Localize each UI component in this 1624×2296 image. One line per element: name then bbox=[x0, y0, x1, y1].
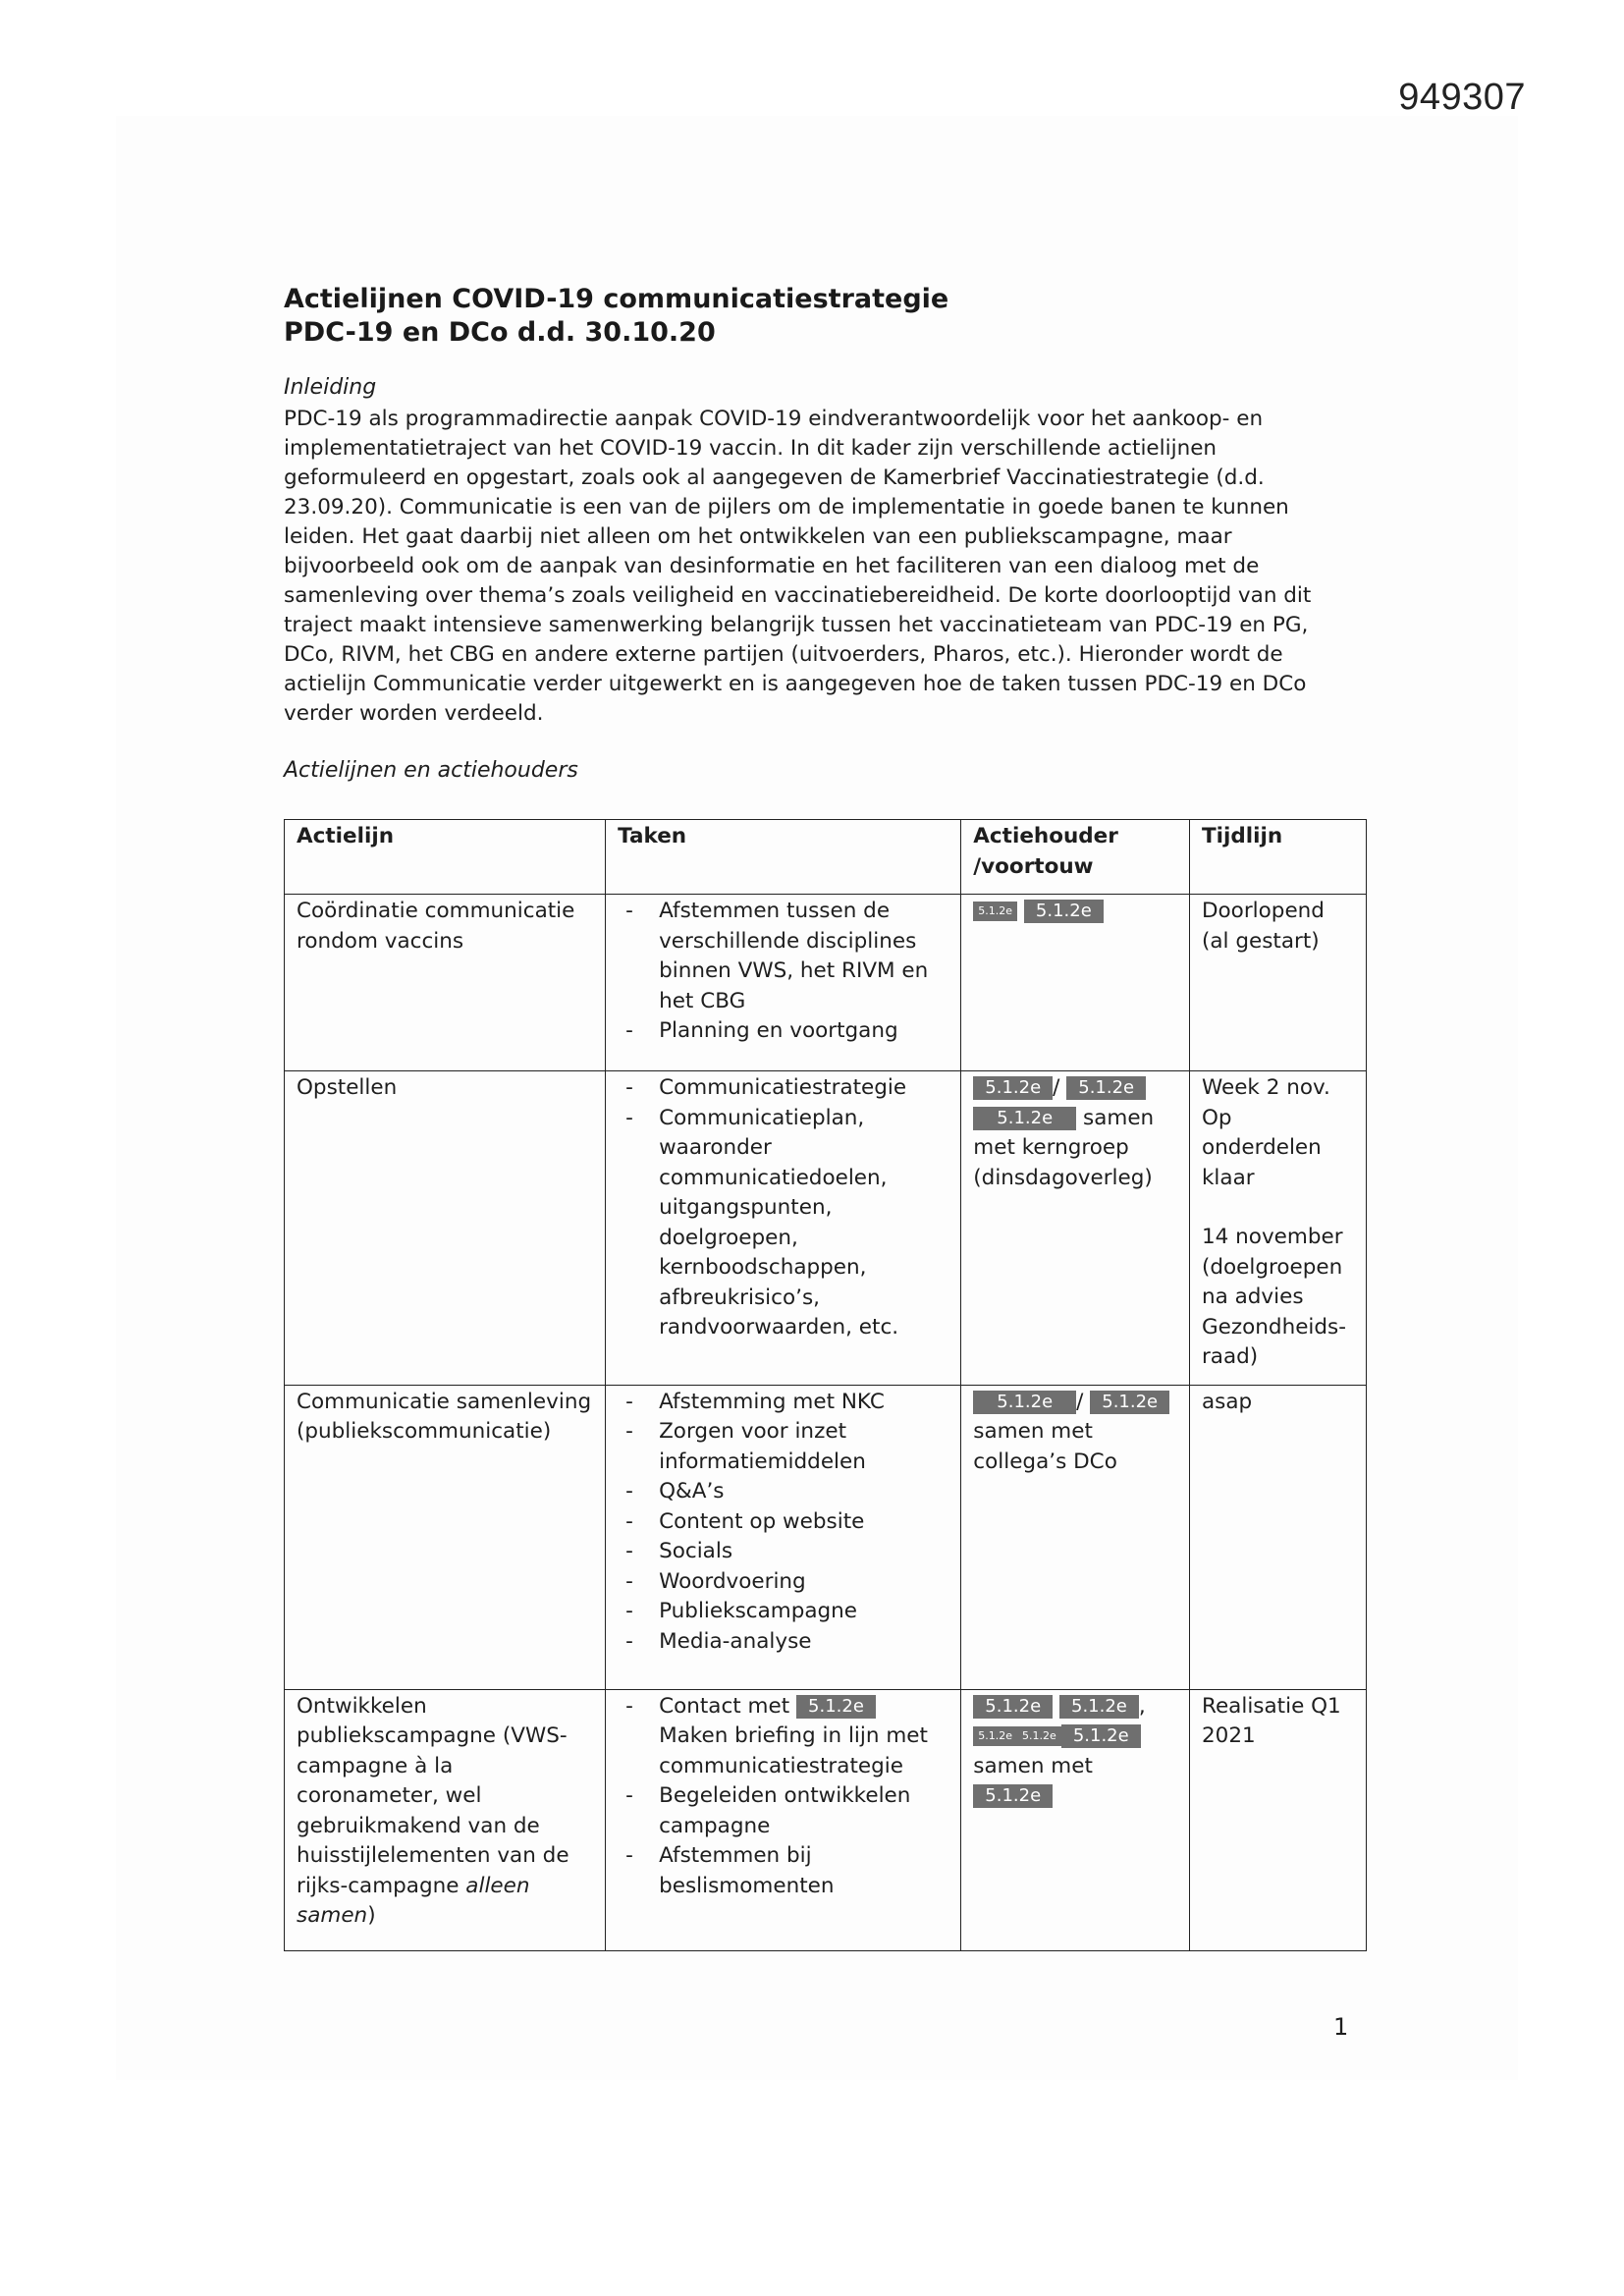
title-line-2: PDC-19 en DCo d.d. 30.10.20 bbox=[284, 317, 716, 348]
cell-actielijn: Opstellen bbox=[285, 1071, 606, 1386]
actiehouder-text: , bbox=[1138, 1693, 1146, 1719]
section-heading: Actielijnen en actiehouders bbox=[284, 758, 578, 783]
task-item bbox=[618, 1692, 948, 1782]
document-title bbox=[284, 283, 948, 350]
tijdlijn-line: Op onderdelen klaar bbox=[1201, 1105, 1322, 1190]
tijdlijn-line: (al gestart) bbox=[1201, 928, 1320, 954]
cell-actiehouder bbox=[961, 895, 1190, 1071]
tijdlijn-line: 14 november (doelgroepen na advies Gezondheids-raad) bbox=[1201, 1225, 1347, 1369]
task-item: - Afstemmen tussen de verschillende disciplines binnen VWS, het RIVM en het CBG bbox=[618, 897, 948, 1016]
cell-actiehouder bbox=[961, 1385, 1190, 1689]
actiehouder-text: / bbox=[1076, 1389, 1084, 1414]
task-text: Contact met bbox=[659, 1693, 790, 1719]
document-number: 949307 bbox=[1398, 77, 1526, 118]
actielijn-text: Ontwikkelen publiekscampagne (VWS-campagne à la coronameter, wel gebruikmakend van de huisstijlelementen van de rijks-campagne bbox=[297, 1693, 569, 1898]
task-item: - Communicatieplan, waaronder communicatiedoelen, uitgangspunten, doelgroepen, kernboodschappen, afbreukrisico’s, randvoorwaarden, etc. bbox=[618, 1104, 948, 1343]
cell-actielijn: Coördinatie communicatie rondom vaccins bbox=[285, 895, 606, 1071]
table-header-row bbox=[285, 820, 1367, 895]
task-item: - Begeleiden ontwikkelen campagne bbox=[618, 1781, 948, 1841]
redaction-block: 5.1.2e bbox=[973, 1391, 1076, 1414]
header-actielijn: Actielijn bbox=[285, 820, 606, 895]
redaction-block: 5.1.2e bbox=[796, 1695, 876, 1719]
task-item: - Publiekscampagne bbox=[618, 1597, 948, 1627]
task-item: - Afstemmen bij beslismomenten bbox=[618, 1841, 948, 1901]
task-item: - Planning en voortgang bbox=[618, 1016, 948, 1047]
redaction-block: 5.1.2e bbox=[973, 1726, 1017, 1746]
redaction-block: 5.1.2e bbox=[1017, 1726, 1061, 1746]
cell-actiehouder bbox=[961, 1689, 1190, 1950]
header-actiehouder: Actiehouder /voortouw bbox=[961, 820, 1190, 895]
cell-taken bbox=[606, 895, 961, 1071]
table-row bbox=[285, 1689, 1367, 1950]
page-number: 1 bbox=[1333, 2013, 1349, 2041]
cell-actielijn bbox=[285, 1689, 606, 1950]
cell-taken bbox=[606, 1385, 961, 1689]
cell-tijdlijn bbox=[1189, 895, 1366, 1071]
cell-tijdlijn bbox=[1189, 1385, 1366, 1689]
redaction-block: 5.1.2e bbox=[1061, 1724, 1141, 1748]
redaction-block: 5.1.2e bbox=[973, 1784, 1053, 1808]
tijdlijn-line: asap bbox=[1201, 1389, 1253, 1414]
task-item: - Q&A’s bbox=[618, 1477, 948, 1507]
table-row bbox=[285, 1385, 1367, 1689]
redaction-block: 5.1.2e bbox=[1066, 1076, 1146, 1100]
actiehouder-text: met kerngroep bbox=[973, 1135, 1129, 1160]
actiehouder-text: (dinsdagoverleg) bbox=[973, 1165, 1153, 1190]
actiehouder-text: samen bbox=[1083, 1105, 1155, 1130]
redaction-block: 5.1.2e bbox=[973, 902, 1017, 921]
actiehouder-text: collega’s DCo bbox=[973, 1449, 1117, 1474]
cell-tijdlijn bbox=[1189, 1071, 1366, 1386]
task-item: - Zorgen voor inzet informatiemiddelen bbox=[618, 1417, 948, 1477]
cell-taken bbox=[606, 1071, 961, 1386]
table-row bbox=[285, 1071, 1367, 1386]
cell-actielijn: Communicatie samenleving (publiekscommunicatie) bbox=[285, 1385, 606, 1689]
title-line-1: Actielijnen COVID-19 communicatiestrategie bbox=[284, 284, 949, 314]
intro-heading: Inleiding bbox=[284, 375, 377, 400]
table-row bbox=[285, 895, 1367, 1071]
redaction-block: 5.1.2e bbox=[1059, 1695, 1139, 1719]
cell-actiehouder bbox=[961, 1071, 1190, 1386]
tijdlijn-line: Week 2 nov. bbox=[1201, 1075, 1330, 1100]
redaction-block: 5.1.2e bbox=[1090, 1391, 1169, 1414]
action-table bbox=[284, 819, 1367, 1951]
task-item: - Content op website bbox=[618, 1507, 948, 1538]
redaction-block: 5.1.2e bbox=[973, 1695, 1053, 1719]
task-item: - Communicatiestrategie bbox=[618, 1073, 948, 1104]
header-taken: Taken bbox=[606, 820, 961, 895]
actiehouder-text: / bbox=[1053, 1075, 1060, 1100]
cell-tijdlijn: Realisatie Q1 2021 bbox=[1189, 1689, 1366, 1950]
task-item: - Media-analyse bbox=[618, 1627, 948, 1658]
actiehouder-text: samen met bbox=[973, 1419, 1093, 1444]
task-item: - Afstemming met NKC bbox=[618, 1388, 948, 1418]
intro-paragraph bbox=[284, 405, 1325, 729]
actielijn-emphasis: alleen samen bbox=[297, 1873, 530, 1928]
intro-text: PDC-19 als programmadirectie aanpak COVID-19 eindverantwoordelijk voor het aankoop- en implementatietraject van het COVID-19 vaccin. In dit kader zijn verschillende actielijnen geformuleerd en opgestart, zoals ook al aangegeven de Kamerbrief Vaccinatiestrategie (d.d. 23.09.20). Communicatie is een van de pijlers om de implementatie in goede banen te kunnen leiden. Het gaat daarbij niet alleen om het ontwikkelen van een publiekscampagne, maar bijvoorbeeld ook om de aanpak van desinformatie en het faciliteren van een dialoog met de samenleving over thema’s zoals veiligheid en vaccinatiebereidheid. De korte doorlooptijd van dit traject maakt intensieve samenwerking belangrijk tussen het vaccinatieteam van PDC-19 en PG, DCo, RIVM, het CBG en andere externe partijen (uitvoerders, Pharos, etc.). Hieronder wordt de actielijn Communicatie verder uitgewerkt en is aangegeven hoe de taken tussen PDC-19 en DCo verder worden verdeeld. bbox=[284, 407, 1312, 726]
task-item: - Socials bbox=[618, 1537, 948, 1567]
redaction-block: 5.1.2e bbox=[973, 1107, 1076, 1130]
header-tijdlijn: Tijdlijn bbox=[1189, 820, 1366, 895]
tijdlijn-line: Doorlopend bbox=[1201, 899, 1325, 923]
actiehouder-text: samen met bbox=[973, 1753, 1093, 1778]
task-item: - Woordvoering bbox=[618, 1567, 948, 1598]
task-text: Maken briefing in lijn met communicatiestrategie bbox=[659, 1723, 928, 1778]
cell-taken bbox=[606, 1689, 961, 1950]
redaction-block: 5.1.2e bbox=[1024, 900, 1104, 923]
redaction-block: 5.1.2e bbox=[973, 1076, 1053, 1100]
actielijn-text: ) bbox=[367, 1903, 376, 1928]
